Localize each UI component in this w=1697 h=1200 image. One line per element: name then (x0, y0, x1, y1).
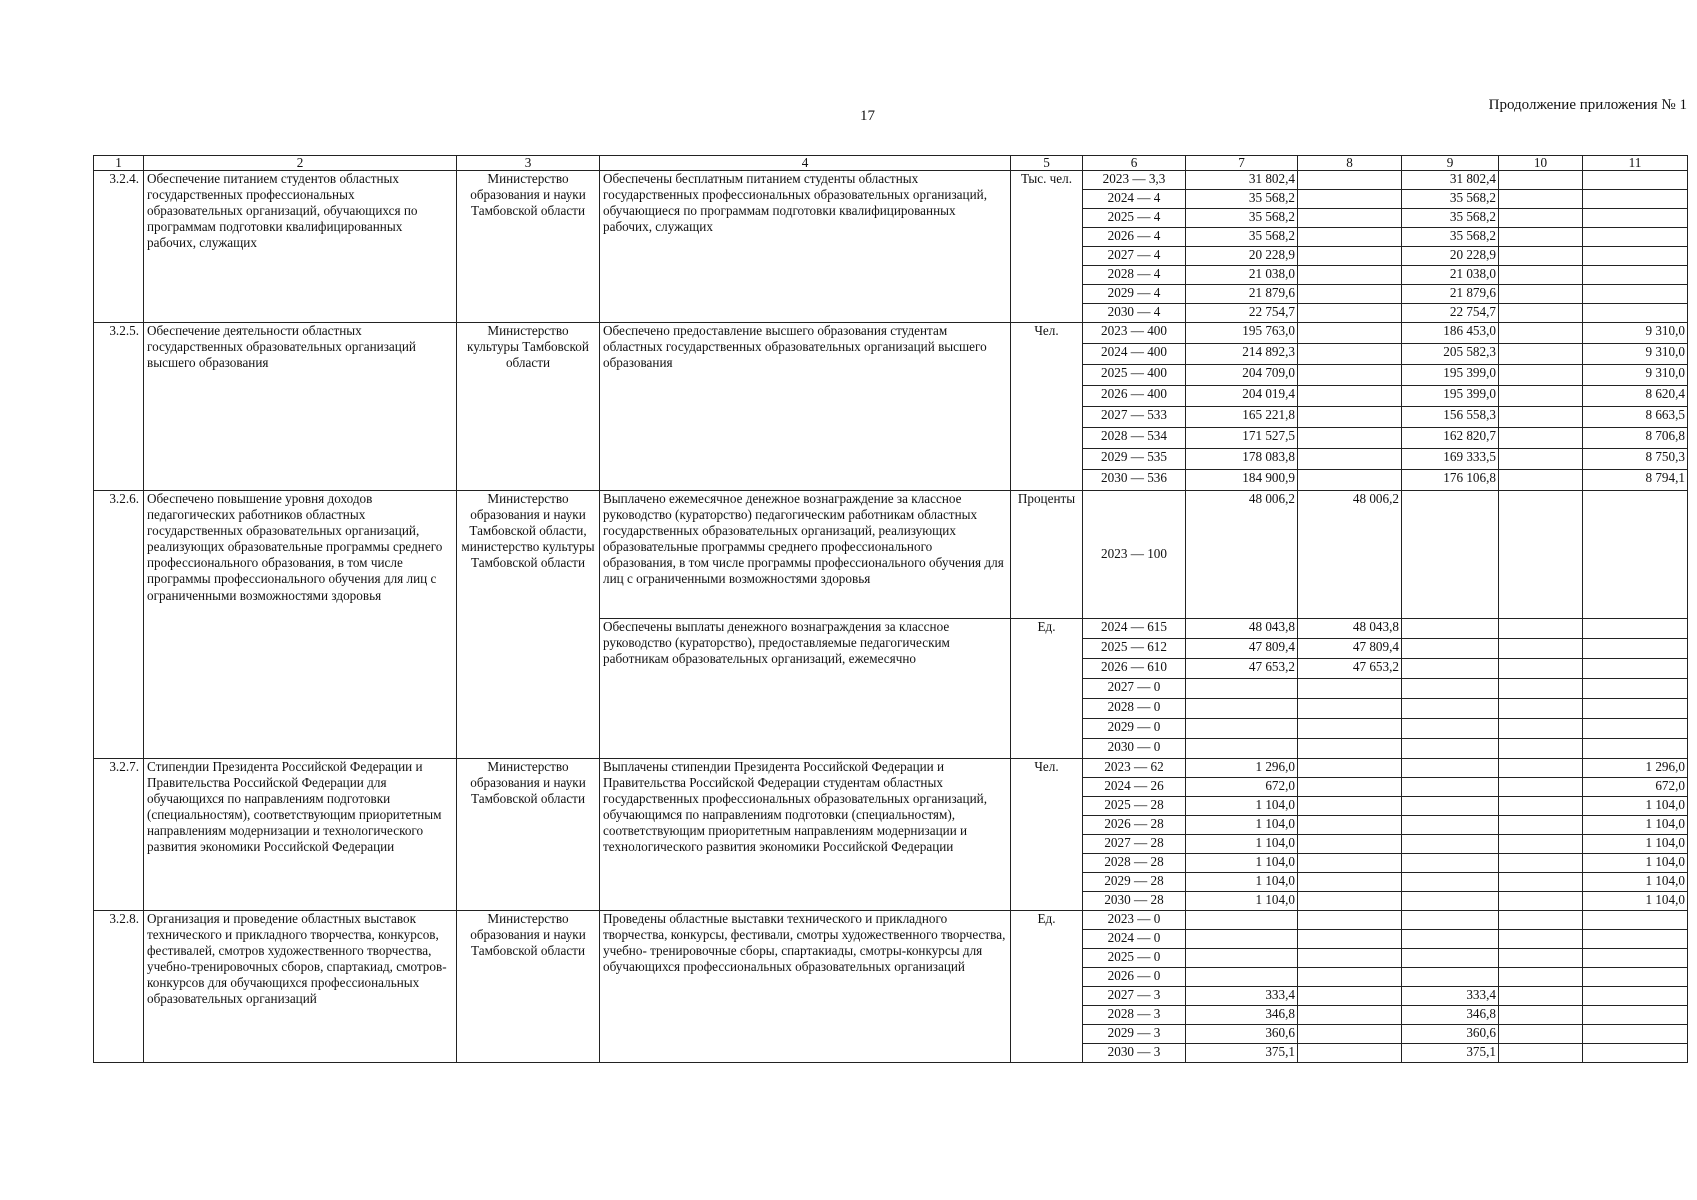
amount-cell-c8 (1298, 679, 1402, 699)
amount-cell-c8 (1298, 759, 1402, 778)
amount-cell-c10 (1499, 987, 1583, 1006)
amount-cell-c8 (1298, 1025, 1402, 1044)
year-value-cell: 2028 — 28 (1083, 854, 1186, 873)
amount-cell-c8 (1298, 1006, 1402, 1025)
amount-cell-c9 (1402, 797, 1499, 816)
amount-cell-c8: 48 043,8 (1298, 619, 1402, 639)
amount-cell-c10 (1499, 816, 1583, 835)
year-value-cell: 2026 — 4 (1083, 228, 1186, 247)
amount-cell-c8 (1298, 344, 1402, 365)
amount-cell-c10 (1499, 1006, 1583, 1025)
amount-cell-c10 (1499, 171, 1583, 190)
amount-cell-c7: 333,4 (1186, 987, 1298, 1006)
amount-cell-c9: 346,8 (1402, 1006, 1499, 1025)
amount-cell-c10 (1499, 228, 1583, 247)
amount-cell-c10 (1499, 428, 1583, 449)
amount-cell-c10 (1499, 344, 1583, 365)
amount-cell-c8 (1298, 930, 1402, 949)
amount-cell-c9: 360,6 (1402, 1025, 1499, 1044)
amount-cell-c9 (1402, 699, 1499, 719)
item-code: 3.2.7. (94, 759, 144, 911)
col-header: 1 (94, 156, 144, 171)
amount-cell-c9: 333,4 (1402, 987, 1499, 1006)
amount-cell-c8 (1298, 304, 1402, 323)
table-row (94, 491, 1688, 619)
amount-cell-c9 (1402, 854, 1499, 873)
year-value-cell: 2026 — 610 (1083, 659, 1186, 679)
amount-cell-c8 (1298, 699, 1402, 719)
amount-cell-c7: 35 568,2 (1186, 228, 1298, 247)
amount-cell-c7 (1186, 739, 1298, 759)
amount-cell-c10 (1499, 449, 1583, 470)
item-result: Обеспечены бесплатным питанием студенты областных государственных профессиональных образовательных организаций, обучающиеся по программам подготовки квалифицированных рабочих, служащих (600, 171, 1011, 323)
page-number: 17 (860, 108, 875, 124)
year-value-cell: 2025 — 28 (1083, 797, 1186, 816)
amount-cell-c11: 1 104,0 (1583, 892, 1688, 911)
year-value-cell: 2029 — 4 (1083, 285, 1186, 304)
amount-cell-c8 (1298, 365, 1402, 386)
amount-cell-c10 (1499, 873, 1583, 892)
amount-cell-c10 (1499, 285, 1583, 304)
amount-cell-c7: 35 568,2 (1186, 209, 1298, 228)
amount-cell-c11: 1 104,0 (1583, 797, 1688, 816)
amount-cell-c10 (1499, 719, 1583, 739)
amount-cell-c9 (1402, 491, 1499, 619)
item-unit: Чел. (1011, 323, 1083, 491)
item-executor: Министерство образования и науки Тамбовской области (457, 911, 600, 1063)
amount-cell-c10 (1499, 854, 1583, 873)
amount-cell-c9 (1402, 619, 1499, 639)
amount-cell-c10 (1499, 304, 1583, 323)
amount-cell-c7: 47 809,4 (1186, 639, 1298, 659)
amount-cell-c10 (1499, 365, 1583, 386)
year-value-cell: 2029 — 3 (1083, 1025, 1186, 1044)
amount-cell-c7: 48 043,8 (1186, 619, 1298, 639)
amount-cell-c7 (1186, 911, 1298, 930)
amount-cell-c9 (1402, 679, 1499, 699)
amount-cell-c7: 21 038,0 (1186, 266, 1298, 285)
col-header: 2 (144, 156, 457, 171)
amount-cell-c11 (1583, 491, 1688, 619)
amount-cell-c7: 178 083,8 (1186, 449, 1298, 470)
amount-cell-c9 (1402, 778, 1499, 797)
amount-cell-c9: 162 820,7 (1402, 428, 1499, 449)
amount-cell-c9: 195 399,0 (1402, 386, 1499, 407)
amount-cell-c8 (1298, 407, 1402, 428)
amount-cell-c11 (1583, 266, 1688, 285)
table-row (94, 911, 1688, 930)
amount-cell-c8 (1298, 171, 1402, 190)
col-header: 4 (600, 156, 1011, 171)
amount-cell-c7 (1186, 949, 1298, 968)
amount-cell-c10 (1499, 930, 1583, 949)
amount-cell-c8: 48 006,2 (1298, 491, 1402, 619)
year-value-cell: 2027 — 4 (1083, 247, 1186, 266)
amount-cell-c9: 22 754,7 (1402, 304, 1499, 323)
year-value-cell: 2026 — 28 (1083, 816, 1186, 835)
amount-cell-c9 (1402, 835, 1499, 854)
amount-cell-c11: 1 104,0 (1583, 873, 1688, 892)
item-result: Выплачено ежемесячное денежное вознаграждение за классное руководство (кураторство) педагогическим работникам областных государственных образовательных организаций, реализующих образовательные программы среднего профессионального образования, в том числе программы профессионального обучения для лиц с ограниченными возможностями здоровья (600, 491, 1011, 619)
amount-cell-c11: 9 310,0 (1583, 365, 1688, 386)
item-result: Проведены областные выставки технического и прикладного творчества, конкурсы, фестивали, смотры художественного творчества, учебно- тренировочные сборы, спартакиады, смотры-конкурсы для обучающихся профессиональных образовательных организаций (600, 911, 1011, 1063)
amount-cell-c9 (1402, 892, 1499, 911)
year-value-cell: 2030 — 3 (1083, 1044, 1186, 1063)
amount-cell-c8 (1298, 428, 1402, 449)
amount-cell-c9 (1402, 911, 1499, 930)
amount-cell-c11: 1 296,0 (1583, 759, 1688, 778)
amount-cell-c9: 35 568,2 (1402, 209, 1499, 228)
amount-cell-c8 (1298, 719, 1402, 739)
amount-cell-c9: 35 568,2 (1402, 228, 1499, 247)
item-result: Обеспечены выплаты денежного вознаграждения за классное руководство (кураторство), предоставляемые педагогическим работникам образовательных организаций, ежемесячно (600, 619, 1011, 759)
amount-cell-c8: 47 653,2 (1298, 659, 1402, 679)
amount-cell-c10 (1499, 659, 1583, 679)
amount-cell-c8 (1298, 816, 1402, 835)
amount-cell-c9: 169 333,5 (1402, 449, 1499, 470)
amount-cell-c9: 176 106,8 (1402, 470, 1499, 491)
amount-cell-c11: 1 104,0 (1583, 854, 1688, 873)
amount-cell-c9 (1402, 759, 1499, 778)
year-value-cell: 2028 — 534 (1083, 428, 1186, 449)
item-unit: Ед. (1011, 619, 1083, 759)
amount-cell-c8 (1298, 778, 1402, 797)
amount-cell-c7: 31 802,4 (1186, 171, 1298, 190)
amount-cell-c8 (1298, 470, 1402, 491)
amount-cell-c7: 20 228,9 (1186, 247, 1298, 266)
year-value-cell: 2028 — 0 (1083, 699, 1186, 719)
amount-cell-c8 (1298, 987, 1402, 1006)
year-value-cell: 2030 — 536 (1083, 470, 1186, 491)
amount-cell-c9: 31 802,4 (1402, 171, 1499, 190)
amount-cell-c11 (1583, 739, 1688, 759)
amount-cell-c7: 1 104,0 (1186, 797, 1298, 816)
col-header: 6 (1083, 156, 1186, 171)
budget-table (93, 155, 1688, 1063)
amount-cell-c7: 195 763,0 (1186, 323, 1298, 344)
amount-cell-c7: 171 527,5 (1186, 428, 1298, 449)
amount-cell-c10 (1499, 797, 1583, 816)
year-value-cell: 2029 — 535 (1083, 449, 1186, 470)
amount-cell-c11: 8 620,4 (1583, 386, 1688, 407)
item-name: Организация и проведение областных выставок технического и прикладного творчества, конкурсов, фестивалей, смотров художественного творчества, учебно-тренировочных сборов, спартакиад, смотров-конкурсов для обучающихся профессиональных образовательных организаций (144, 911, 457, 1063)
item-executor: Министерство образования и науки Тамбовской области (457, 759, 600, 911)
year-value-cell: 2030 — 0 (1083, 739, 1186, 759)
amount-cell-c11 (1583, 171, 1688, 190)
amount-cell-c9: 195 399,0 (1402, 365, 1499, 386)
year-value-cell: 2026 — 400 (1083, 386, 1186, 407)
amount-cell-c9: 205 582,3 (1402, 344, 1499, 365)
year-value-cell: 2024 — 26 (1083, 778, 1186, 797)
amount-cell-c10 (1499, 892, 1583, 911)
amount-cell-c7 (1186, 679, 1298, 699)
amount-cell-c11 (1583, 1044, 1688, 1063)
amount-cell-c10 (1499, 266, 1583, 285)
amount-cell-c11: 9 310,0 (1583, 323, 1688, 344)
amount-cell-c11 (1583, 659, 1688, 679)
amount-cell-c8 (1298, 190, 1402, 209)
year-value-cell: 2026 — 0 (1083, 968, 1186, 987)
amount-cell-c10 (1499, 835, 1583, 854)
amount-cell-c7 (1186, 699, 1298, 719)
amount-cell-c9 (1402, 930, 1499, 949)
amount-cell-c9 (1402, 873, 1499, 892)
amount-cell-c7 (1186, 719, 1298, 739)
item-unit: Чел. (1011, 759, 1083, 911)
amount-cell-c9 (1402, 659, 1499, 679)
col-header: 11 (1583, 156, 1688, 171)
amount-cell-c7: 1 104,0 (1186, 892, 1298, 911)
item-name: Стипендии Президента Российской Федерации и Правительства Российской Федерации для обучающихся по направлениям подготовки (специальностям), соответствующим приоритетным направлениям модернизации и технологического развития экономики Российской Федерации (144, 759, 457, 911)
amount-cell-c7: 204 709,0 (1186, 365, 1298, 386)
amount-cell-c10 (1499, 619, 1583, 639)
amount-cell-c7 (1186, 930, 1298, 949)
amount-cell-c10 (1499, 407, 1583, 428)
amount-cell-c8: 47 809,4 (1298, 639, 1402, 659)
year-value-cell: 2027 — 28 (1083, 835, 1186, 854)
amount-cell-c9 (1402, 949, 1499, 968)
amount-cell-c11: 9 310,0 (1583, 344, 1688, 365)
year-value-cell: 2025 — 0 (1083, 949, 1186, 968)
year-value-cell: 2023 — 400 (1083, 323, 1186, 344)
amount-cell-c8 (1298, 449, 1402, 470)
appendix-continuation: Продолжение приложения № 1 (1488, 97, 1687, 113)
amount-cell-c10 (1499, 323, 1583, 344)
amount-cell-c10 (1499, 470, 1583, 491)
amount-cell-c10 (1499, 911, 1583, 930)
year-value-cell: 2029 — 0 (1083, 719, 1186, 739)
item-unit: Тыс. чел. (1011, 171, 1083, 323)
amount-cell-c8 (1298, 323, 1402, 344)
amount-cell-c10 (1499, 1044, 1583, 1063)
amount-cell-c8 (1298, 266, 1402, 285)
amount-cell-c8 (1298, 228, 1402, 247)
amount-cell-c11 (1583, 699, 1688, 719)
year-value-cell: 2023 — 0 (1083, 911, 1186, 930)
year-value-cell: 2027 — 533 (1083, 407, 1186, 428)
amount-cell-c9: 375,1 (1402, 1044, 1499, 1063)
col-header: 10 (1499, 156, 1583, 171)
item-result: Выплачены стипендии Президента Российской Федерации и Правительства Российской Федерации студентам областных государственных профессиональных образовательных организаций, обучающимся по направлениям подготовки (специальностям), соответствующим приоритетным направлениям модернизации и технологического развития экономики Российской Федерации (600, 759, 1011, 911)
amount-cell-c11: 8 706,8 (1583, 428, 1688, 449)
amount-cell-c10 (1499, 386, 1583, 407)
amount-cell-c7: 375,1 (1186, 1044, 1298, 1063)
year-value-cell: 2029 — 28 (1083, 873, 1186, 892)
amount-cell-c7: 21 879,6 (1186, 285, 1298, 304)
amount-cell-c10 (1499, 639, 1583, 659)
amount-cell-c11 (1583, 304, 1688, 323)
item-executor: Министерство образования и науки Тамбовской области, министерство культуры Тамбовской области (457, 491, 600, 759)
amount-cell-c7: 1 296,0 (1186, 759, 1298, 778)
year-value-cell: 2024 — 4 (1083, 190, 1186, 209)
amount-cell-c7: 165 221,8 (1186, 407, 1298, 428)
amount-cell-c11 (1583, 719, 1688, 739)
amount-cell-c9 (1402, 739, 1499, 759)
year-value-cell: 2025 — 400 (1083, 365, 1186, 386)
year-value-cell: 2024 — 400 (1083, 344, 1186, 365)
amount-cell-c7: 204 019,4 (1186, 386, 1298, 407)
amount-cell-c9: 186 453,0 (1402, 323, 1499, 344)
amount-cell-c10 (1499, 679, 1583, 699)
col-header: 9 (1402, 156, 1499, 171)
amount-cell-c10 (1499, 949, 1583, 968)
amount-cell-c10 (1499, 491, 1583, 619)
amount-cell-c10 (1499, 699, 1583, 719)
amount-cell-c7: 1 104,0 (1186, 854, 1298, 873)
amount-cell-c7: 48 006,2 (1186, 491, 1298, 619)
amount-cell-c11 (1583, 930, 1688, 949)
amount-cell-c7: 346,8 (1186, 1006, 1298, 1025)
amount-cell-c10 (1499, 968, 1583, 987)
item-executor: Министерство образования и науки Тамбовской области (457, 171, 600, 323)
amount-cell-c9: 21 879,6 (1402, 285, 1499, 304)
amount-cell-c10 (1499, 759, 1583, 778)
amount-cell-c8 (1298, 949, 1402, 968)
amount-cell-c8 (1298, 797, 1402, 816)
amount-cell-c11 (1583, 285, 1688, 304)
amount-cell-c11 (1583, 679, 1688, 699)
item-unit: Ед. (1011, 911, 1083, 1063)
col-header: 5 (1011, 156, 1083, 171)
amount-cell-c11 (1583, 1025, 1688, 1044)
col-header: 7 (1186, 156, 1298, 171)
amount-cell-c8 (1298, 911, 1402, 930)
amount-cell-c10 (1499, 1025, 1583, 1044)
item-executor: Министерство культуры Тамбовской области (457, 323, 600, 491)
table-row (94, 323, 1688, 344)
amount-cell-c9 (1402, 719, 1499, 739)
amount-cell-c11 (1583, 190, 1688, 209)
col-header: 8 (1298, 156, 1402, 171)
amount-cell-c10 (1499, 190, 1583, 209)
amount-cell-c7 (1186, 968, 1298, 987)
item-unit: Проценты (1011, 491, 1083, 619)
amount-cell-c9: 35 568,2 (1402, 190, 1499, 209)
year-value-cell: 2024 — 0 (1083, 930, 1186, 949)
table-row (94, 171, 1688, 190)
amount-cell-c7: 214 892,3 (1186, 344, 1298, 365)
amount-cell-c11: 1 104,0 (1583, 835, 1688, 854)
amount-cell-c11: 8 750,3 (1583, 449, 1688, 470)
amount-cell-c11: 8 663,5 (1583, 407, 1688, 428)
amount-cell-c7: 360,6 (1186, 1025, 1298, 1044)
amount-cell-c8 (1298, 739, 1402, 759)
amount-cell-c7: 672,0 (1186, 778, 1298, 797)
item-name: Обеспечено повышение уровня доходов педагогических работников областных государственных образовательных организаций, реализующих образовательные программы среднего профессионального образования, в том числе программы профессионального обучения для лиц с ограниченными возможностями здоровья (144, 491, 457, 759)
year-value-cell: 2023 — 100 (1083, 491, 1186, 619)
amount-cell-c9: 156 558,3 (1402, 407, 1499, 428)
item-code: 3.2.8. (94, 911, 144, 1063)
amount-cell-c10 (1499, 209, 1583, 228)
col-header: 3 (457, 156, 600, 171)
amount-cell-c8 (1298, 854, 1402, 873)
amount-cell-c11 (1583, 968, 1688, 987)
amount-cell-c11: 8 794,1 (1583, 470, 1688, 491)
amount-cell-c11 (1583, 228, 1688, 247)
amount-cell-c8 (1298, 835, 1402, 854)
amount-cell-c8 (1298, 209, 1402, 228)
year-value-cell: 2027 — 0 (1083, 679, 1186, 699)
year-value-cell: 2025 — 4 (1083, 209, 1186, 228)
amount-cell-c9 (1402, 968, 1499, 987)
amount-cell-c11: 672,0 (1583, 778, 1688, 797)
amount-cell-c9 (1402, 816, 1499, 835)
amount-cell-c8 (1298, 1044, 1402, 1063)
amount-cell-c11: 1 104,0 (1583, 816, 1688, 835)
amount-cell-c7: 1 104,0 (1186, 816, 1298, 835)
year-value-cell: 2030 — 28 (1083, 892, 1186, 911)
amount-cell-c11 (1583, 1006, 1688, 1025)
amount-cell-c7: 22 754,7 (1186, 304, 1298, 323)
item-name: Обеспечение деятельности областных государственных образовательных организаций высшего образования (144, 323, 457, 491)
amount-cell-c8 (1298, 968, 1402, 987)
amount-cell-c8 (1298, 386, 1402, 407)
amount-cell-c9: 20 228,9 (1402, 247, 1499, 266)
amount-cell-c8 (1298, 247, 1402, 266)
amount-cell-c9 (1402, 639, 1499, 659)
year-value-cell: 2028 — 3 (1083, 1006, 1186, 1025)
year-value-cell: 2024 — 615 (1083, 619, 1186, 639)
amount-cell-c10 (1499, 778, 1583, 797)
amount-cell-c7: 1 104,0 (1186, 873, 1298, 892)
amount-cell-c11 (1583, 639, 1688, 659)
amount-cell-c9: 21 038,0 (1402, 266, 1499, 285)
table-row (94, 759, 1688, 778)
amount-cell-c7: 184 900,9 (1186, 470, 1298, 491)
amount-cell-c8 (1298, 892, 1402, 911)
year-value-cell: 2023 — 3,3 (1083, 171, 1186, 190)
amount-cell-c11 (1583, 209, 1688, 228)
amount-cell-c10 (1499, 739, 1583, 759)
item-code: 3.2.6. (94, 491, 144, 759)
amount-cell-c11 (1583, 987, 1688, 1006)
amount-cell-c11 (1583, 619, 1688, 639)
year-value-cell: 2027 — 3 (1083, 987, 1186, 1006)
item-code: 3.2.4. (94, 171, 144, 323)
year-value-cell: 2023 — 62 (1083, 759, 1186, 778)
amount-cell-c11 (1583, 247, 1688, 266)
year-value-cell: 2025 — 612 (1083, 639, 1186, 659)
item-result: Обеспечено предоставление высшего образования студентам областных государственных образовательных организаций высшего образования (600, 323, 1011, 491)
amount-cell-c10 (1499, 247, 1583, 266)
year-value-cell: 2030 — 4 (1083, 304, 1186, 323)
column-number-row (94, 156, 1688, 171)
amount-cell-c7: 47 653,2 (1186, 659, 1298, 679)
amount-cell-c11 (1583, 949, 1688, 968)
item-code: 3.2.5. (94, 323, 144, 491)
item-name: Обеспечение питанием студентов областных государственных профессиональных образовательных организаций, обучающихся по программам подготовки квалифицированных рабочих, служащих (144, 171, 457, 323)
amount-cell-c8 (1298, 873, 1402, 892)
year-value-cell: 2028 — 4 (1083, 266, 1186, 285)
amount-cell-c8 (1298, 285, 1402, 304)
amount-cell-c11 (1583, 911, 1688, 930)
amount-cell-c7: 1 104,0 (1186, 835, 1298, 854)
amount-cell-c7: 35 568,2 (1186, 190, 1298, 209)
